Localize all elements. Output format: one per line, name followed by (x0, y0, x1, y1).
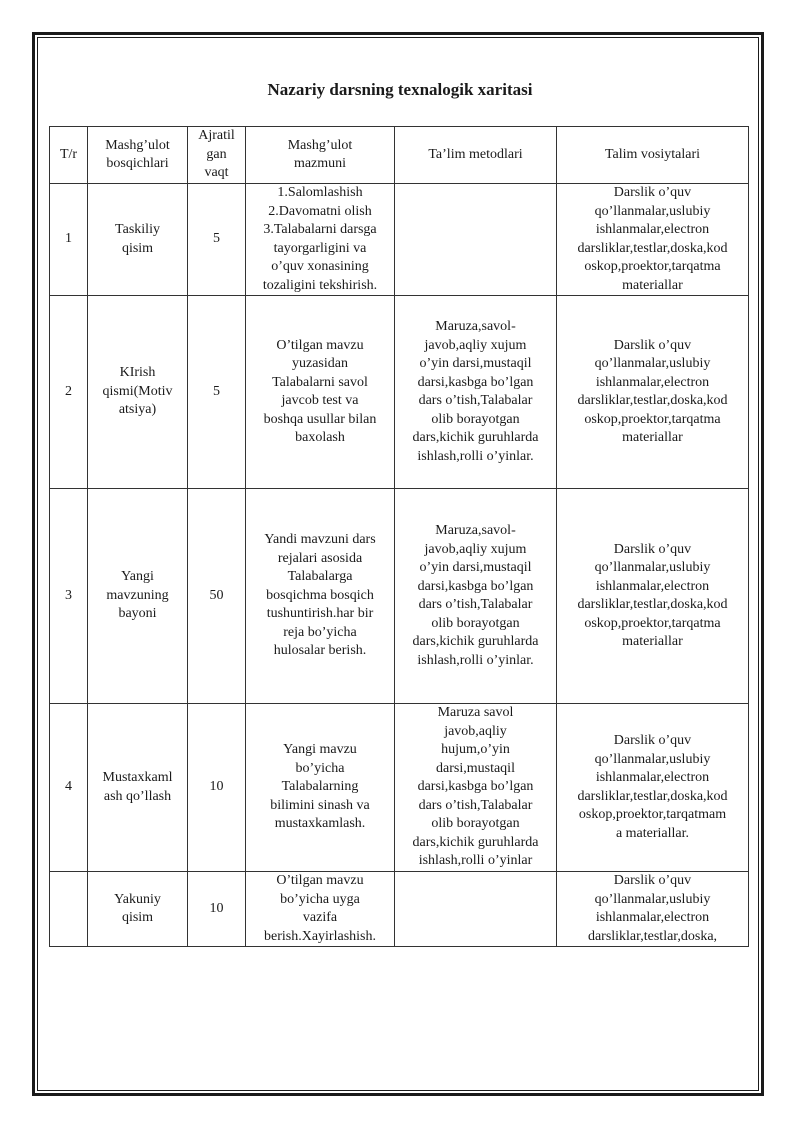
cell-time: 10 (188, 872, 246, 947)
table-row (50, 704, 749, 872)
cell-number (50, 872, 88, 947)
cell-stage: Yangi mavzuning bayoni (88, 489, 188, 704)
cell-content: Yangi mavzu bo’yicha Talabalarning bilimini sinash va mustaxkamlash. (246, 704, 395, 872)
cell-content: O’tilgan mavzu yuzasidan Talabalarni savol javcob test va boshqa usullar bilan baxolash (246, 296, 395, 489)
table-row (50, 296, 749, 489)
header-time: Ajratil gan vaqt (188, 127, 246, 184)
cell-tools: Darslik o’quv qo’llanmalar,uslubiy ishlanmalar,electron darsliklar,testlar,doska,kod oskop,proektor,tarqatma materiallar (557, 489, 749, 704)
table-row (50, 184, 749, 296)
header-stages: Mashg’ulot bosqichlari (88, 127, 188, 184)
cell-stage: Mustaxkaml ash qo’llash (88, 704, 188, 872)
cell-number: 2 (50, 296, 88, 489)
cell-methods (395, 184, 557, 296)
cell-tools: Darslik o’quv qo’llanmalar,uslubiy ishlanmalar,electron darsliklar,testlar,doska,kod oskop,proektor,tarqatma materiallar (557, 296, 749, 489)
cell-stage: KIrish qismi(Motiv atsiya) (88, 296, 188, 489)
cell-time: 5 (188, 184, 246, 296)
cell-methods: Maruza,savol- javob,aqliy xujum o’yin darsi,mustaqil darsi,kasbga bo’lgan dars o’tish,Talabalar olib borayotgan dars,kichik guruhlarda ishlash,rolli o’yinlar. (395, 489, 557, 704)
cell-time: 5 (188, 296, 246, 489)
header-number: T/r (50, 127, 88, 184)
cell-content: 1.Salomlashish 2.Davomatni olish 3.Talabalarni darsga tayorgarligini va o’quv xonasining tozaligini tekshirish. (246, 184, 395, 296)
cell-time: 50 (188, 489, 246, 704)
cell-stage: Yakuniy qisim (88, 872, 188, 947)
cell-number: 1 (50, 184, 88, 296)
table-header-row (50, 127, 749, 184)
header-methods: Ta’lim metodlari (395, 127, 557, 184)
cell-methods: Maruza savol javob,aqliy hujum,o’yin darsi,mustaqil darsi,kasbga bo’lgan dars o’tish,Talabalar olib borayotgan dars,kichik guruhlarda ishlash,rolli o’yinlar (395, 704, 557, 872)
document-title: Nazariy darsning texnalogik xaritasi (267, 80, 533, 99)
cell-tools: Darslik o’quv qo’llanmalar,uslubiy ishlanmalar,electron darsliklar,testlar,doska,kod oskop,proektor,tarqatma materiallar (557, 184, 749, 296)
cell-methods (395, 872, 557, 947)
cell-content: Yandi mavzuni dars rejalari asosida Talabalarga bosqichma bosqich tushuntirish.har bir reja bo’yicha hulosalar berish. (246, 489, 395, 704)
header-content: Mashg’ulot mazmuni (246, 127, 395, 184)
technology-map-table (49, 126, 749, 947)
cell-number: 4 (50, 704, 88, 872)
cell-tools: Darslik o’quv qo’llanmalar,uslubiy ishlanmalar,electron darsliklar,testlar,doska, (557, 872, 749, 947)
header-tools: Talim vosiytalari (557, 127, 749, 184)
cell-time: 10 (188, 704, 246, 872)
cell-number: 3 (50, 489, 88, 704)
cell-methods: Maruza,savol- javob,aqliy xujum o’yin darsi,mustaqil darsi,kasbga bo’lgan dars o’tish,Talabalar olib borayotgan dars,kichik guruhlarda ishlash,rolli o’yinlar. (395, 296, 557, 489)
table-row (50, 872, 749, 947)
cell-tools: Darslik o’quv qo’llanmalar,uslubiy ishlanmalar,electron darsliklar,testlar,doska,kod oskop,proektor,tarqatmam a materiallar. (557, 704, 749, 872)
cell-stage: Taskiliy qisim (88, 184, 188, 296)
cell-content: O’tilgan mavzu bo’yicha uyga vazifa berish.Xayirlashish. (246, 872, 395, 947)
table-row (50, 489, 749, 704)
